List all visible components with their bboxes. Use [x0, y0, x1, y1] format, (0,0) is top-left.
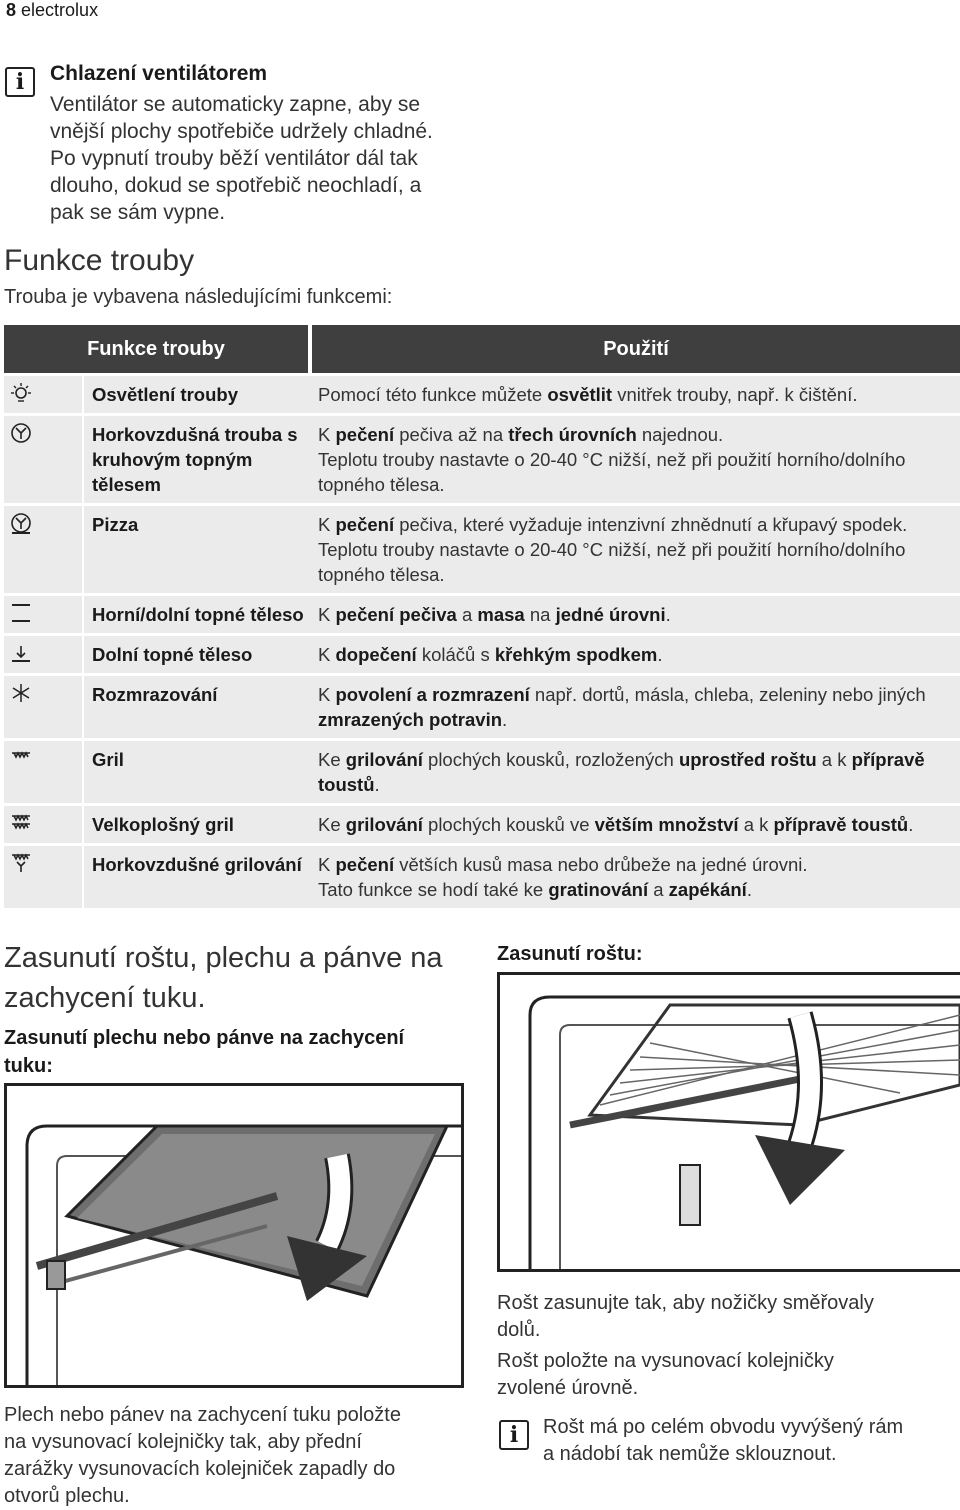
function-usage — [310, 505, 960, 595]
oven-functions-table — [4, 325, 960, 908]
usage-text: a — [648, 879, 669, 900]
table-row — [4, 845, 960, 909]
section-title: Funkce trouby — [4, 244, 195, 277]
usage-text: . — [746, 879, 752, 900]
pizza-icon — [10, 512, 32, 534]
note-title: Chlazení ventilátorem — [50, 62, 268, 85]
tray-text-line: zarážky vysunovacích kolejniček zapadly do — [4, 1458, 396, 1480]
tray-subtitle-line: Zasunutí plechu nebo pánve na zachycení — [4, 1027, 405, 1049]
usage-emphasis: pečení — [335, 424, 395, 445]
function-icon-cell — [4, 635, 83, 675]
note-line: vnější plochy spotřebiče udržely chladné. — [50, 120, 433, 143]
defrost-icon — [10, 682, 32, 704]
usage-text: K — [318, 684, 336, 705]
usage-text: najednou. — [636, 424, 724, 445]
note-line: pak se sám vypne. — [50, 201, 226, 224]
table-row — [4, 415, 960, 505]
usage-emphasis: pečení — [335, 854, 395, 875]
function-name: Horkovzdušné grilování — [83, 845, 310, 909]
function-usage — [310, 595, 960, 635]
insert-title-line: Zasunutí roštu, plechu a pánve na — [4, 942, 443, 974]
note-line: Po vypnutí trouby běží ventilátor dál tak — [50, 147, 418, 170]
usage-text: na — [524, 604, 556, 625]
insert-section-title — [4, 938, 443, 1018]
function-icon-cell — [4, 415, 83, 505]
usage-emphasis: přípravě toustů — [773, 814, 909, 835]
usage-text: a k — [738, 814, 774, 835]
ring-fan-icon — [10, 422, 32, 444]
table-row — [4, 675, 960, 740]
rack-instructions-1 — [497, 1290, 874, 1344]
usage-paragraph — [318, 512, 954, 537]
usage-emphasis: gratinování — [548, 879, 649, 900]
usage-paragraph — [318, 537, 954, 587]
rack-instructions-2 — [497, 1348, 834, 1402]
table-row — [4, 505, 960, 595]
usage-text: K — [318, 424, 336, 445]
function-icon-cell — [4, 375, 83, 415]
usage-paragraph — [318, 642, 954, 667]
usage-emphasis: grilování — [345, 749, 423, 770]
rack-text-line: dolů. — [497, 1319, 541, 1341]
large-grill-icon — [10, 812, 32, 834]
rack-note — [543, 1414, 903, 1468]
column-header-usage: Použití — [310, 325, 960, 375]
usage-text: Tato funkce se hodí také ke — [318, 879, 549, 900]
usage-text: plochých kousků, rozložených — [422, 749, 679, 770]
usage-emphasis: pečení — [335, 514, 395, 535]
info-icon: i — [5, 67, 35, 97]
tray-instructions — [4, 1402, 401, 1510]
note-line: dlouho, dokud se spotřebič neochladí, a — [50, 174, 422, 197]
brand-name: electrolux — [21, 0, 99, 20]
usage-emphasis: větším množství — [594, 814, 739, 835]
tray-text-line: Plech nebo pánev na zachycení tuku položte — [4, 1404, 401, 1426]
usage-text: . — [657, 644, 663, 665]
usage-emphasis: křehkým spodkem — [494, 644, 658, 665]
usage-text: . — [374, 774, 380, 795]
function-usage — [310, 845, 960, 909]
note-body — [50, 91, 433, 226]
usage-emphasis: povolení a rozmrazení — [335, 684, 530, 705]
function-name: Osvětlení trouby — [83, 375, 310, 415]
usage-text: Pomocí této funkce můžete — [318, 384, 548, 405]
usage-text: K — [318, 854, 336, 875]
rack-drawing — [500, 975, 960, 1269]
usage-text: a — [456, 604, 478, 625]
usage-text: K — [318, 604, 336, 625]
function-icon-cell — [4, 845, 83, 909]
usage-text: . — [908, 814, 914, 835]
function-icon-cell — [4, 740, 83, 805]
usage-paragraph — [318, 812, 954, 837]
rack-text-line: zvolené úrovně. — [497, 1377, 639, 1399]
function-name: Rozmrazování — [83, 675, 310, 740]
function-name: Horkovzdušná trouba s kruhovým topným tělesem — [83, 415, 310, 505]
table-row — [4, 635, 960, 675]
usage-text: plochých kousků ve — [422, 814, 595, 835]
insert-title-line: zachycení tuku. — [4, 982, 206, 1014]
function-icon-cell — [4, 595, 83, 635]
usage-text: Teplotu trouby nastavte o 20-40 °C nižší, než při použití horního/dolního topného tělesa. — [318, 539, 906, 585]
usage-text: větších kusů masa nebo drůbeže na jedné úrovni. — [394, 854, 808, 875]
function-usage — [310, 740, 960, 805]
usage-text: koláčů s — [416, 644, 495, 665]
column-header-function: Funkce trouby — [4, 325, 310, 375]
function-name: Pizza — [83, 505, 310, 595]
usage-emphasis: přípravě toustů — [318, 749, 925, 795]
info-icon: i — [499, 1420, 529, 1450]
function-usage — [310, 415, 960, 505]
page-header — [6, 0, 98, 21]
usage-text: . — [502, 709, 508, 730]
function-icon-cell — [4, 505, 83, 595]
usage-emphasis: dopečení — [335, 644, 417, 665]
function-icon-cell — [4, 675, 83, 740]
usage-emphasis: zapékání — [668, 879, 747, 900]
tray-drawing — [7, 1086, 461, 1385]
tray-illustration — [4, 1083, 464, 1388]
function-name: Horní/dolní topné těleso — [83, 595, 310, 635]
function-icon-cell — [4, 805, 83, 845]
function-name: Gril — [83, 740, 310, 805]
usage-paragraph — [318, 447, 954, 497]
usage-paragraph — [318, 382, 954, 407]
page-number: 8 — [6, 0, 17, 20]
usage-emphasis: jedné úrovni — [555, 604, 666, 625]
tray-text-line: otvorů plechu. — [4, 1485, 130, 1507]
usage-text: . — [665, 604, 671, 625]
usage-text: K — [318, 644, 336, 665]
top-bottom-heat-icon — [10, 602, 32, 624]
function-name: Dolní topné těleso — [83, 635, 310, 675]
usage-emphasis: pečení pečiva — [335, 604, 457, 625]
usage-emphasis: zmrazených potravin — [318, 709, 503, 730]
section-intro: Trouba je vybavena následujícími funkcemi: — [4, 286, 393, 308]
table-row — [4, 805, 960, 845]
function-usage — [310, 675, 960, 740]
rack-subtitle: Zasunutí roštu: — [497, 943, 643, 965]
function-usage — [310, 805, 960, 845]
usage-text: pečiva, které vyžaduje intenzivní zhnědnutí a křupavý spodek. — [394, 514, 908, 535]
usage-emphasis: masa — [477, 604, 525, 625]
usage-paragraph — [318, 422, 954, 447]
note-line: Ventilátor se automaticky zapne, aby se — [50, 93, 421, 116]
lamp-icon — [10, 382, 32, 404]
table-row — [4, 740, 960, 805]
function-name: Velkoplošný gril — [83, 805, 310, 845]
table-row — [4, 595, 960, 635]
table-row — [4, 375, 960, 415]
rack-illustration — [497, 972, 960, 1272]
usage-emphasis: třech úrovních — [508, 424, 637, 445]
rack-note-line: Rošt má po celém obvodu vyvýšený rám — [543, 1416, 904, 1438]
usage-paragraph — [318, 877, 954, 902]
usage-emphasis: osvětlit — [547, 384, 613, 405]
usage-text: Ke — [318, 814, 346, 835]
tray-text-line: na vysunovací kolejničky tak, aby přední — [4, 1431, 362, 1453]
turbo-grill-icon — [10, 852, 32, 874]
rack-text-line: Rošt položte na vysunovací kolejničky — [497, 1350, 834, 1372]
usage-text: Teplotu trouby nastavte o 20-40 °C nižší, než při použití horního/dolního topného tělesa. — [318, 449, 906, 495]
usage-paragraph — [318, 682, 954, 732]
usage-text: K — [318, 514, 336, 535]
usage-emphasis: grilování — [345, 814, 423, 835]
usage-emphasis: uprostřed roštu — [678, 749, 817, 770]
usage-paragraph — [318, 602, 954, 627]
rack-note-line: a nádobí tak nemůže sklouznout. — [543, 1443, 837, 1465]
usage-text: např. dortů, másla, chleba, zeleniny nebo jiných — [529, 684, 926, 705]
bottom-heat-icon — [10, 642, 32, 664]
tray-subtitle-line: tuku: — [4, 1055, 53, 1077]
usage-paragraph — [318, 852, 954, 877]
usage-text: a k — [816, 749, 852, 770]
function-usage — [310, 375, 960, 415]
usage-paragraph — [318, 747, 954, 797]
usage-text: pečiva až na — [394, 424, 509, 445]
grill-icon — [10, 747, 32, 769]
function-usage — [310, 635, 960, 675]
tray-subtitle — [4, 1024, 404, 1080]
usage-text: Ke — [318, 749, 346, 770]
usage-text: vnitřek trouby, např. k čištění. — [612, 384, 858, 405]
rack-text-line: Rošt zasunujte tak, aby nožičky směřovaly — [497, 1292, 874, 1314]
